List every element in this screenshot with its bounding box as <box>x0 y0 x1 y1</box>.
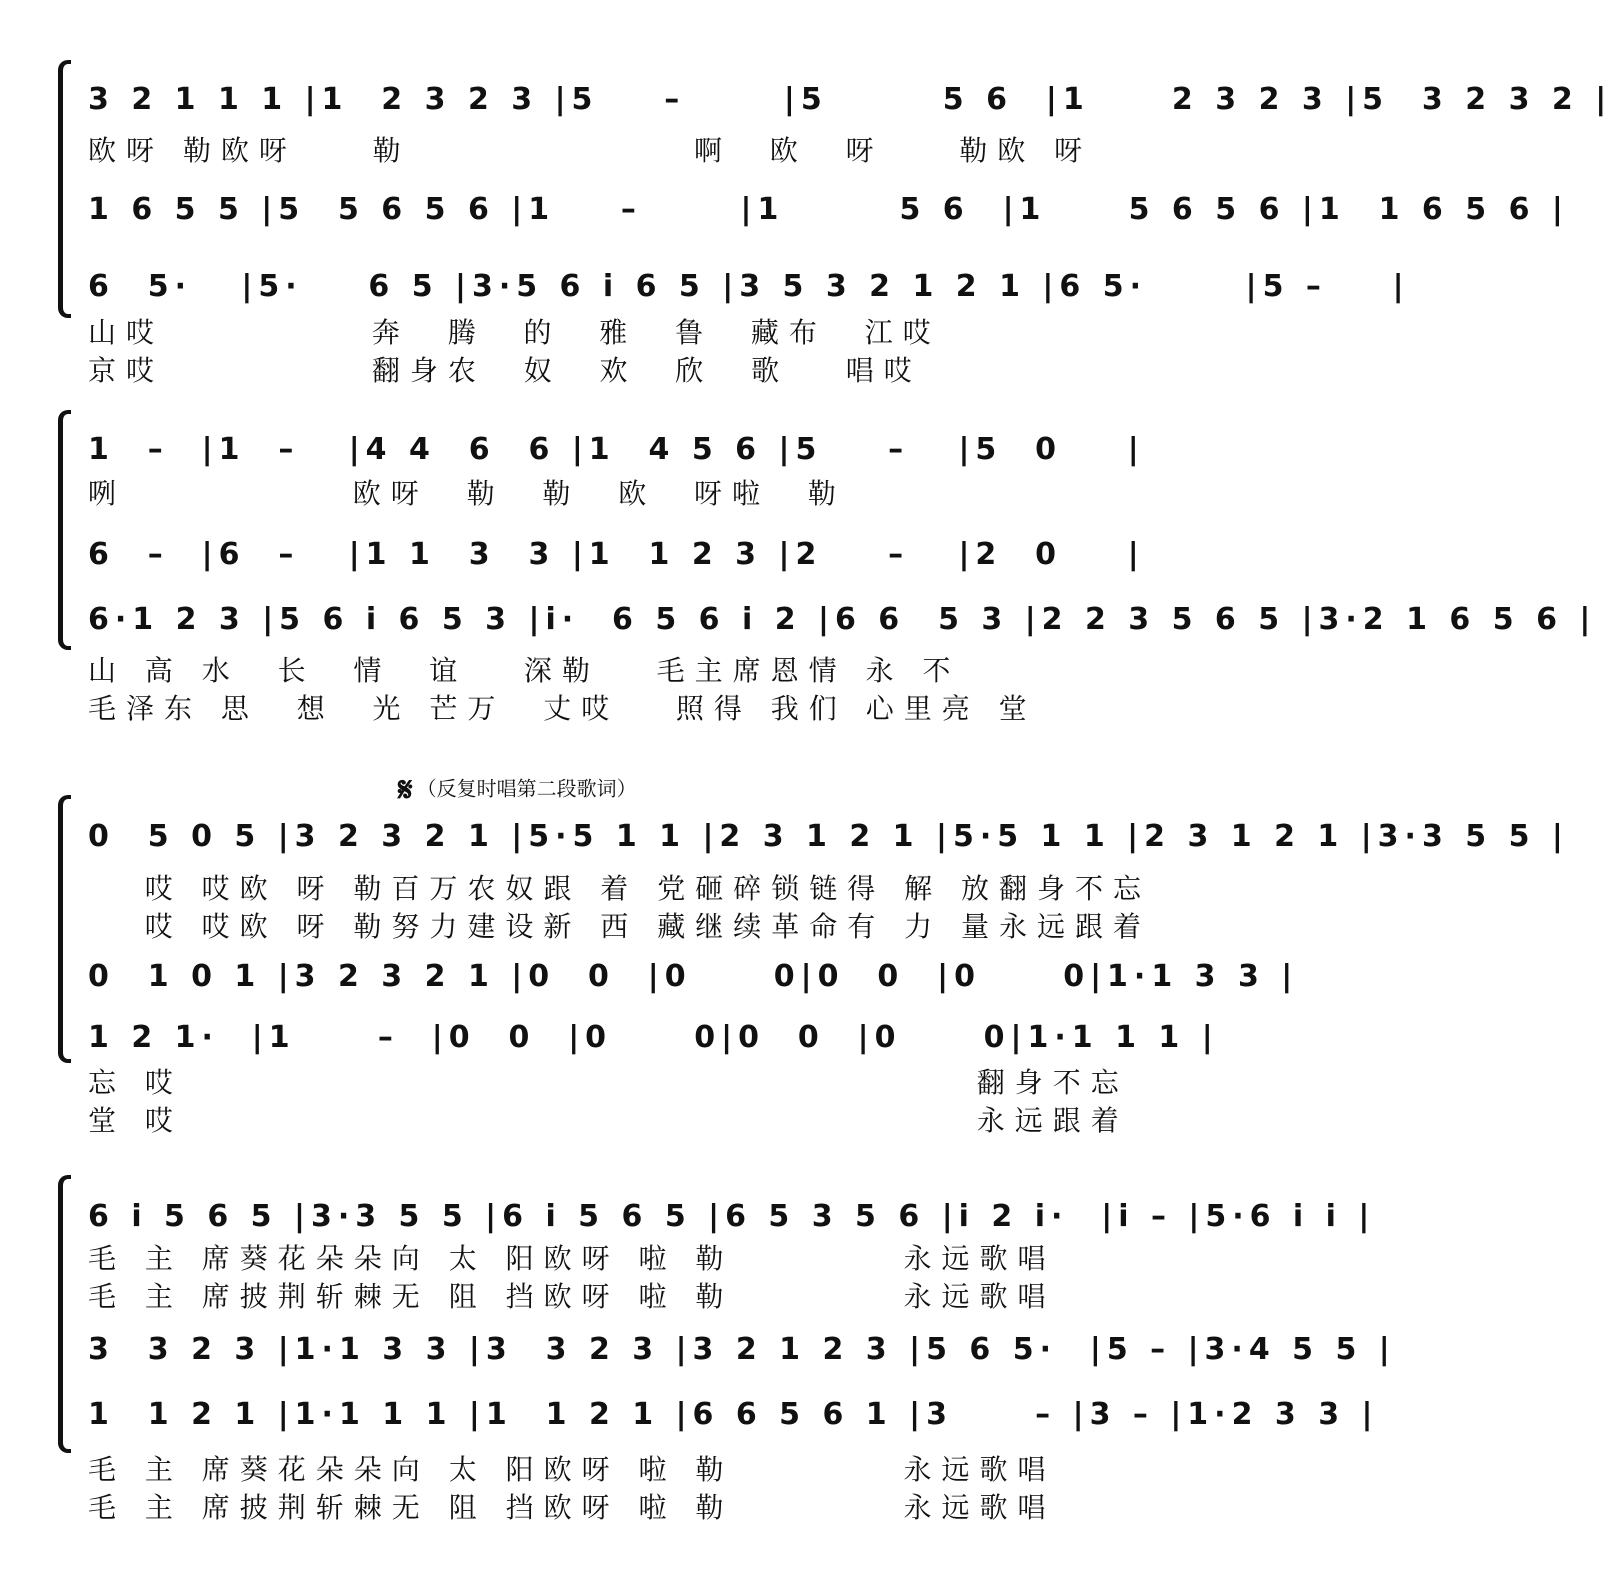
notes: 3 3 2 3 |1·1 3 3 |3 3 2 3 |3 2 1 2 3 |5 6 5· |5 – |3·4 5 5 | <box>88 1332 1396 1367</box>
lyrics-line: 咧 欧呀 勒 勒 欧 呀啦 勒 <box>88 477 846 510</box>
lyrics-line: 欧呀 勒欧呀 勒 啊 欧 呀 勒欧 呀 <box>88 134 1093 167</box>
staff-part-2 <box>88 957 1299 1017</box>
system-2 <box>58 410 1597 650</box>
lyrics-line: 山哎 奔 腾 的 雅 鲁 藏布 江哎 <box>88 316 941 349</box>
lyrics-line: 哎 哎欧 呀 勒百万农奴跟 着 党砸碎锁链得 解 放翻身不忘 <box>88 872 1152 905</box>
notes: 1 2 1· |1 – |0 0 |0 0|0 0 |0 0|1·1 1 1 | <box>88 1020 1219 1055</box>
notes: 1 6 5 5 |5 5 6 5 6 |1 – |1 5 6 |1 5 6 5 6 |1 1 6 5 6 | <box>88 192 1569 227</box>
lyrics-line: 京哎 翻身农 奴 欢 欣 歌 唱哎 <box>88 354 922 387</box>
lyrics-line: 哎 哎欧 呀 勒努力建设新 西 藏继续革命有 力 量永远跟着 <box>88 910 1152 943</box>
notes: 3 2 1 1 1 |1 2 3 2 3 |5 – |5 5 6 |1 2 3 2 3 |5 3 2 3 2 | <box>88 82 1612 117</box>
notes: 6 5· |5· 6 5 |3·5 6 i 6 5 |3 5 3 2 1 2 1 |6 5· |5 – | <box>88 269 1410 304</box>
lyrics-line: 毛泽东 思 想 光 芒万 丈哎 照得 我们 心里亮 堂 <box>88 692 1037 725</box>
system-4 <box>58 1175 1396 1455</box>
staff-part-2 <box>88 190 1569 250</box>
lyrics-line: 忘 哎 翻身不忘 <box>88 1066 1129 1099</box>
notes: 6·1 2 3 |5 6 i 6 5 3 |i· 6 5 6 i 2 |6 6 5 3 |2 2 3 5 6 5 |3·2 1 6 5 6 | <box>88 602 1597 637</box>
lyrics-line: 毛 主 席披荆斩棘无 阻 挡欧呀 啦 勒 永远歌唱 <box>88 1280 1056 1313</box>
system-brace <box>58 410 71 650</box>
lyrics-line: 山 高 水 长 情 谊 深勒 毛主席恩情 永 不 <box>88 654 961 687</box>
lyrics-line: 毛 主 席披荆斩棘无 阻 挡欧呀 啦 勒 永远歌唱 <box>88 1491 1056 1524</box>
system-brace <box>58 60 71 318</box>
notes: 1 1 2 1 |1·1 1 1 |1 1 2 1 |6 6 5 6 1 |3 – |3 – |1·2 3 3 | <box>88 1397 1379 1432</box>
staff-part-1 <box>88 817 1569 877</box>
notes: 0 5 0 5 |3 2 3 2 1 |5·5 1 1 |2 3 1 2 1 |5·5 1 1 |2 3 1 2 1 |3·3 5 5 | <box>88 819 1569 854</box>
system-3 <box>58 795 1569 1065</box>
lyrics-line: 毛 主 席葵花朵朵向 太 阳欧呀 啦 勒 永远歌唱 <box>88 1453 1056 1486</box>
staff-part-2 <box>88 1330 1396 1390</box>
notes: 6 – |6 – |1 1 3 3 |1 1 2 3 |2 – |2 0 | <box>88 537 1145 572</box>
lyrics-line: 毛 主 席葵花朵朵向 太 阳欧呀 啦 勒 永远歌唱 <box>88 1242 1056 1275</box>
system-1 <box>58 55 1612 315</box>
system-brace <box>58 1175 71 1453</box>
notes: 6 i 5 6 5 |3·3 5 5 |6 i 5 6 5 |6 5 3 5 6 |i 2 i· |i – |5·6 i i | <box>88 1199 1376 1234</box>
notes: 1 – |1 – |4 4 6 6 |1 4 5 6 |5 – |5 0 | <box>88 432 1145 467</box>
segno-icon: 𝄋 <box>398 770 413 810</box>
staff-part-2 <box>88 535 1148 595</box>
staff-part-3 <box>88 1395 1379 1455</box>
staff-part-3 <box>88 600 1597 660</box>
notes: 0 1 0 1 |3 2 3 2 1 |0 0 |0 0|0 0 |0 0|1·1 3 3 | <box>88 959 1299 994</box>
staff-part-1 <box>88 80 1612 140</box>
segno-note: （反复时唱第二段歌词） <box>416 776 637 801</box>
lyrics-line: 堂 哎 永远跟着 <box>88 1104 1129 1137</box>
system-brace <box>58 795 71 1063</box>
